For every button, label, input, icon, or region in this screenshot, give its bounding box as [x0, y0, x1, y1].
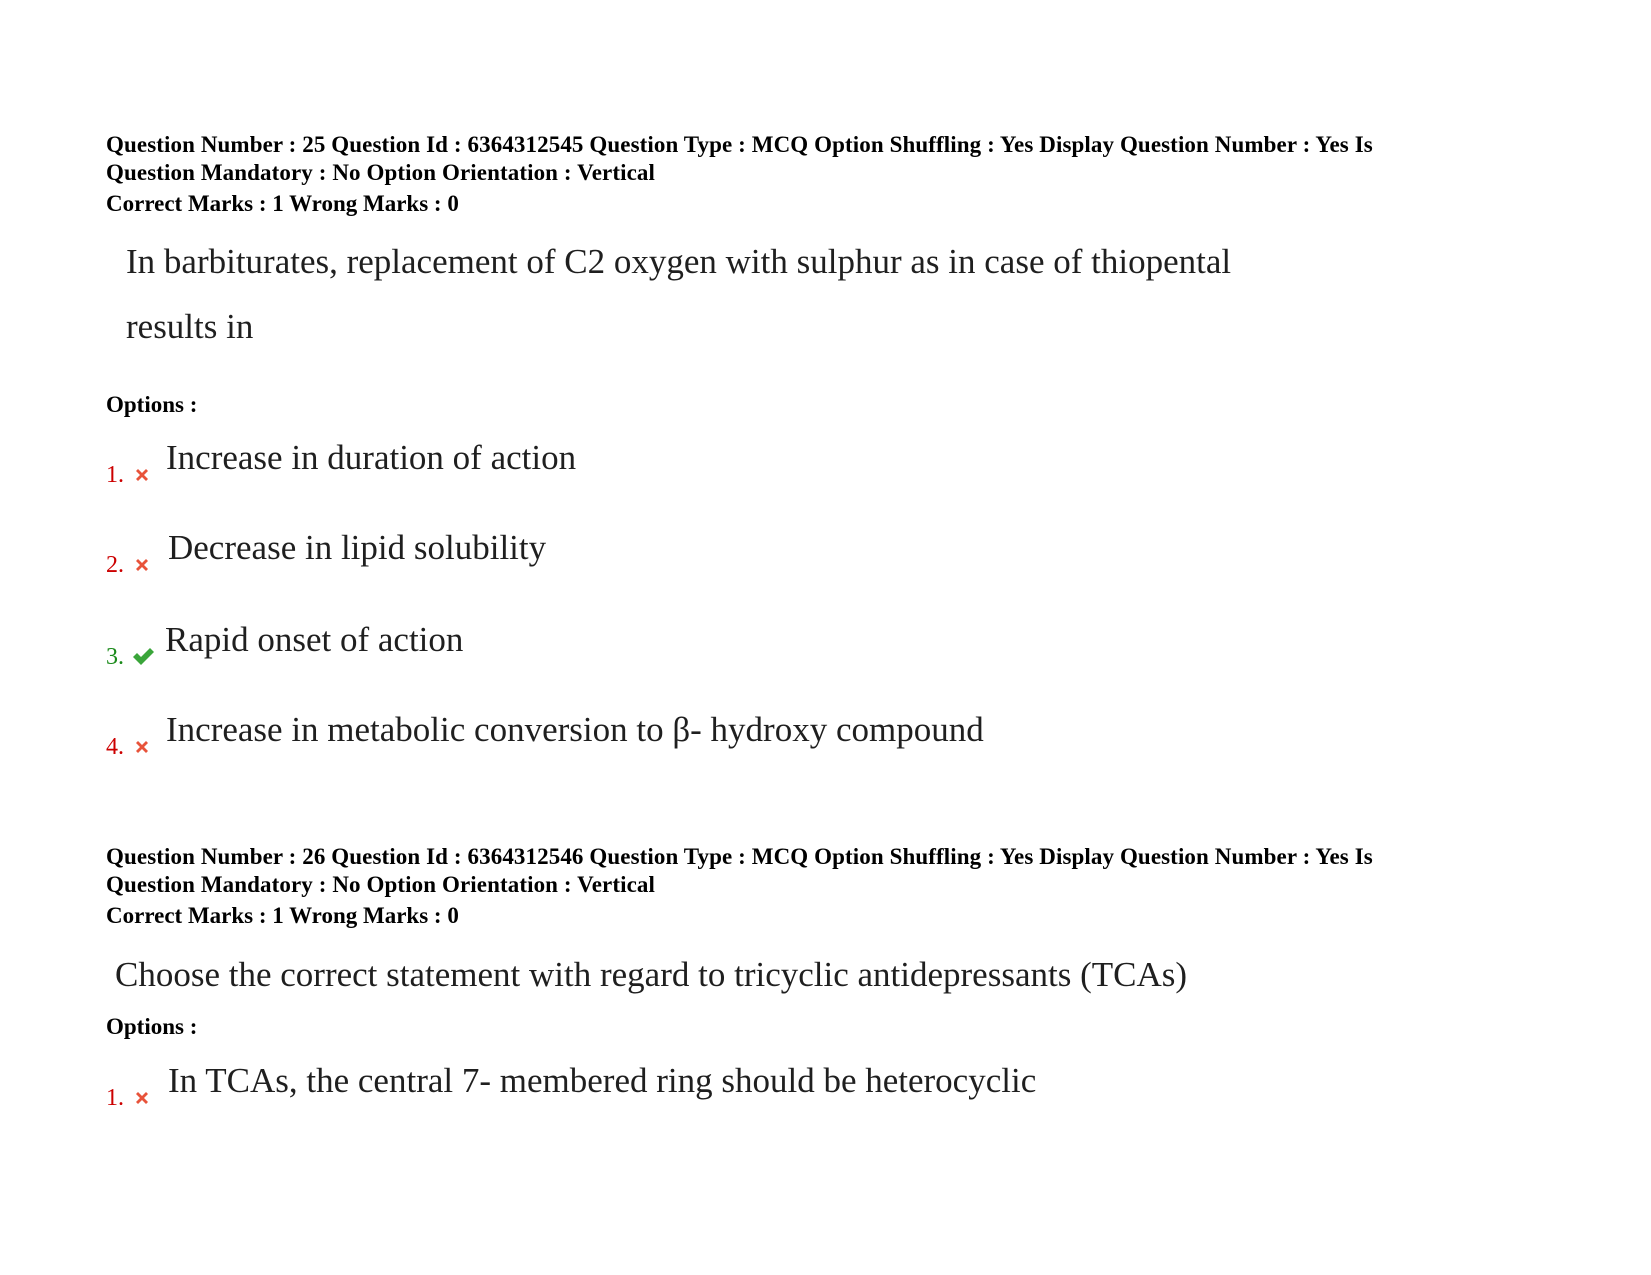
- question-meta-line: Question Mandatory : No Option Orientation : Vertical: [106, 872, 655, 897]
- option-number: 3.: [106, 644, 124, 670]
- question-25-stem-line-1: In barbiturates, replacement of C2 oxygen with sulphur as in case of thiopental: [126, 242, 1232, 281]
- question-25-option-4: [106, 710, 1406, 760]
- question-meta-line: Question Mandatory : No Option Orientation : Vertical: [106, 160, 655, 185]
- option-text: In TCAs, the central 7- membered ring should be heterocyclic: [168, 1061, 1037, 1100]
- question-25-option-3: [106, 620, 1406, 670]
- option-number: 2.: [106, 552, 124, 578]
- question-26-option-1: [106, 1061, 1406, 1111]
- cross-icon: [133, 738, 151, 756]
- question-meta-line: Question Number : 25 Question Id : 6364312545 Question Type : MCQ Option Shuffling : Yes Display Question Number : Yes Is: [106, 132, 1373, 157]
- question-25-stem-line-2: results in: [126, 307, 254, 346]
- question-26-marks: Correct Marks : 1 Wrong Marks : 0: [106, 903, 459, 928]
- question-meta-line: Question Number : 26 Question Id : 6364312546 Question Type : MCQ Option Shuffling : Yes Display Question Number : Yes Is: [106, 844, 1373, 869]
- check-icon: [131, 646, 155, 666]
- cross-icon: [133, 1089, 151, 1107]
- question-25-option-2: [106, 528, 1406, 578]
- option-number: 1.: [106, 1085, 124, 1111]
- question-25-option-1: [106, 438, 1406, 488]
- question-25-meta: [106, 131, 1526, 187]
- option-text: Increase in duration of action: [166, 438, 577, 477]
- option-text: Rapid onset of action: [165, 620, 464, 659]
- question-26-options-label: Options :: [106, 1014, 198, 1039]
- option-number: 1.: [106, 462, 124, 488]
- option-text: Decrease in lipid solubility: [168, 528, 547, 567]
- cross-icon: [133, 466, 151, 484]
- option-number: 4.: [106, 734, 124, 760]
- question-26-meta: [106, 843, 1526, 899]
- option-text: Increase in metabolic conversion to β- hydroxy compound: [166, 710, 984, 749]
- question-26-stem-line-1: Choose the correct statement with regard to tricyclic antidepressants (TCAs): [115, 955, 1188, 994]
- question-25-marks: Correct Marks : 1 Wrong Marks : 0: [106, 191, 459, 216]
- question-25-options-label: Options :: [106, 392, 198, 417]
- cross-icon: [133, 556, 151, 574]
